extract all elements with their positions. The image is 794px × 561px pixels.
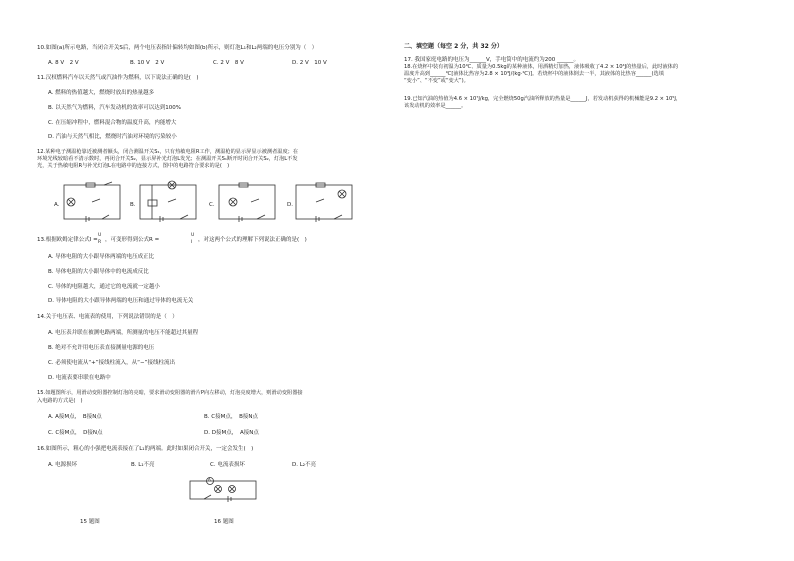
- q12-stem-line2: 环境光线较暗看不清示数时，再闭合开关S₂，显示屏补光灯泡L发光；在测温开关S₁断开时闭合开关S₂，灯泡L不发: [37, 156, 298, 162]
- q15-stem-line1: 15.如题图所示，用滑动变阻器控制灯泡的亮暗，要求滑动变阻器的滑片P向左移动，灯泡亮度增大，则滑动变阻器接: [37, 390, 303, 396]
- q19-line2: 该发动机的效率是______。: [404, 103, 467, 109]
- figure-caption-16: 16 题图: [214, 519, 234, 525]
- figure-caption-15: 15 题图: [80, 519, 100, 525]
- q10-stem: 10.如图(a)所示电路，当闭合开关S后，两个电压表指针偏转均如图(b)所示，则灯泡L₁和L₂两端的电压分别为（ ）: [37, 45, 318, 51]
- q16-option-c[interactable]: C. 电流表损坏: [210, 462, 245, 468]
- section-title: 二、填空题（每空 2 分，共 32 分）: [404, 43, 503, 50]
- q18-line1: 18.在烧杯中装有初温为10℃、质量为0.5kg的某种液体，用酒精灯加热，液体吸收了4.2 × 10⁴J的热量后，此时液体的: [404, 64, 679, 70]
- q18-line2: 温度升高到______℃[液体比热容为2.8 × 10³J/(kg·℃)]。若烧杯中的液体倒去一半，其液体的比热容______(选填: [404, 71, 664, 77]
- q15-option-c[interactable]: C. C接M点， D接N点: [48, 430, 103, 436]
- q16-option-a[interactable]: A. 电源损坏: [48, 462, 78, 468]
- q19-line1: 19.已知汽油的热值为4.6 × 10⁷J/kg，完全燃烧50g汽油所释放的热量是______J，若发动机获得的机械能是9.2 × 10⁵J，: [404, 96, 682, 102]
- q11-option-d[interactable]: D. 汽油与天然气相比，燃烧时汽油对环境的污染较小: [48, 134, 177, 140]
- q18-line3: “变小”、“不变”或“变大”)。: [404, 78, 469, 84]
- q14-option-b[interactable]: B. 绝对不允许用电压表直接测量电源的电压: [48, 345, 155, 351]
- q12-option-d-label[interactable]: D.: [287, 202, 293, 208]
- q13-stem-part2: ，可变形得到公式R =: [105, 237, 160, 243]
- q12-circuit-b: [138, 182, 200, 224]
- q15-option-d[interactable]: D. D接M点， A接N点: [204, 430, 259, 436]
- q11-option-b[interactable]: B. 以天然气为燃料，汽车发动机的效率可以达到100%: [48, 105, 181, 111]
- q15-option-b[interactable]: B. C接M点， B接N点: [204, 414, 258, 420]
- q13-option-d[interactable]: D. 导体电阻的大小跟导体两端的电压和通过导体的电流无关: [48, 298, 194, 304]
- q12-circuit-d: [294, 182, 356, 224]
- q13-stem-part3: ，对这两个公式的理解下列说法正确的是( ): [198, 237, 307, 243]
- q13-frac2-denominator: I: [191, 240, 193, 245]
- q12-stem-line1: 12.某种电子测温枪靠近被测者额头，闭合测温开关S₁，只有热敏电阻R工作，测温枪的显示屏显示被测者温度；在: [37, 149, 299, 155]
- q15-option-a[interactable]: A. A接M点， B接N点: [48, 414, 102, 420]
- q15-stem-line2: 入电路的方式是( ): [37, 398, 83, 404]
- q14-option-d[interactable]: D. 电流表要串联在电路中: [48, 375, 111, 381]
- q11-option-c[interactable]: C. 在压缩冲程中，燃料混合物的温度升高，内能增大: [48, 120, 177, 126]
- q12-circuit-c: [217, 182, 279, 224]
- q10-option-d[interactable]: D. 2 V 10 V: [292, 60, 327, 66]
- q13-stem-part1: 13.根据欧姆定律公式I =: [37, 237, 98, 243]
- q16-meter-label: A: [208, 477, 211, 482]
- q12-stem-line3: 光，关于热敏电阻R与补光灯泡L在电路中的连接方式，图中的电路符合要求的是( ): [37, 163, 230, 169]
- q13-option-a[interactable]: A. 导体电阻的大小跟导体两端的电压成正比: [48, 254, 155, 260]
- q13-option-c[interactable]: C. 导体的电阻越大，通过它的电流就一定越小: [48, 284, 160, 290]
- q11-stem: 11.汉权燃料汽车以天然气或汽油作为燃料，以下说法正确的是( ): [37, 75, 199, 81]
- q16-option-d[interactable]: D. L₂不亮: [292, 462, 317, 468]
- q16-circuit-diagram: [188, 473, 260, 503]
- q13-frac2-numerator: U: [191, 233, 195, 238]
- q10-option-a[interactable]: A. 8 V 2 V: [48, 60, 79, 66]
- q10-option-c[interactable]: C. 2 V 8 V: [213, 60, 244, 66]
- q16-option-b[interactable]: B. L₁不亮: [131, 462, 155, 468]
- q13-frac1-denominator: R: [98, 240, 102, 245]
- q17-text: 17. 我国家庭电路的电压为______V，手电筒中的电流约为200 ______。: [404, 57, 580, 63]
- q14-stem: 14.关于电压表、电流表的使用，下列说法错误的是（ ）: [37, 314, 178, 320]
- q14-option-c[interactable]: C. 必须使电流从“+”接线柱流入，从“−”接线柱流出: [48, 360, 175, 366]
- q13-frac1-numerator: U: [98, 233, 102, 238]
- q12-option-b-label[interactable]: B.: [130, 202, 136, 208]
- q12-option-c-label[interactable]: C.: [209, 202, 215, 208]
- q13-option-b[interactable]: B. 导体电阻的大小跟导体中的电流成反比: [48, 269, 149, 275]
- q10-option-b[interactable]: B. 10 V 2 V: [130, 60, 165, 66]
- q11-option-a[interactable]: A. 燃料的热值越大，燃烧时放出的热量越多: [48, 90, 155, 96]
- q14-option-a[interactable]: A. 电压表并联在被测电路两端，所测量的电压不能超过其量程: [48, 330, 199, 336]
- q12-option-a-label[interactable]: A.: [54, 202, 60, 208]
- q16-stem: 16.如图所示，粗心的小强把电流表接在了L₁的两端。此时如果闭合开关，一定会发生( ): [37, 446, 254, 452]
- q12-circuit-a: [62, 182, 124, 224]
